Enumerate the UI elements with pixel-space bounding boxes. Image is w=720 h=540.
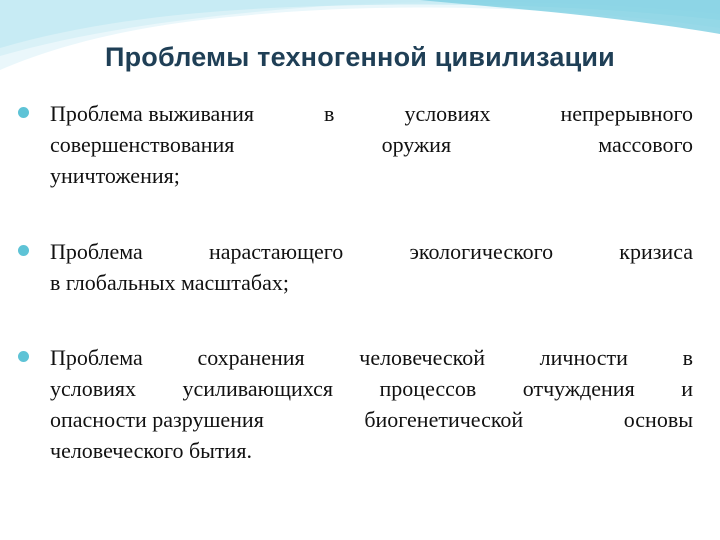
word: в	[682, 345, 693, 370]
bullet-text	[50, 342, 693, 466]
word: отчуждения	[522, 376, 635, 401]
word: личности	[539, 345, 628, 370]
bullet-icon	[18, 351, 29, 362]
word: в глобальных масштабах;	[50, 270, 289, 295]
bullet-icon	[18, 245, 29, 256]
word: Проблема	[50, 239, 143, 264]
bullet-text	[50, 98, 693, 191]
word: уничтожения;	[50, 163, 180, 188]
word: нарастающего	[208, 239, 344, 264]
word: массового	[598, 132, 693, 157]
word: непрерывного	[560, 101, 693, 126]
word: совершенствования	[50, 132, 235, 157]
word: в	[324, 101, 335, 126]
word: оружия	[381, 132, 452, 157]
word: опасности разрушения	[50, 407, 264, 432]
word: человеческой	[359, 345, 486, 370]
word: усиливающихся	[182, 376, 334, 401]
word: Проблема	[50, 345, 143, 370]
word: биогенетической	[364, 407, 524, 432]
slide-title: Проблемы техногенной цивилизации	[105, 42, 615, 72]
word: экологического	[409, 239, 554, 264]
word: кризиса	[619, 239, 693, 264]
word: условиях	[50, 376, 137, 401]
word: процессов	[379, 376, 477, 401]
word: человеческого бытия.	[50, 438, 252, 463]
word: Проблема выживания	[50, 101, 254, 126]
word: и	[681, 376, 693, 401]
word: основы	[623, 407, 693, 432]
word: условиях	[404, 101, 491, 126]
bullet-icon	[18, 107, 29, 118]
word: сохранения	[197, 345, 305, 370]
bullet-text	[50, 236, 693, 298]
